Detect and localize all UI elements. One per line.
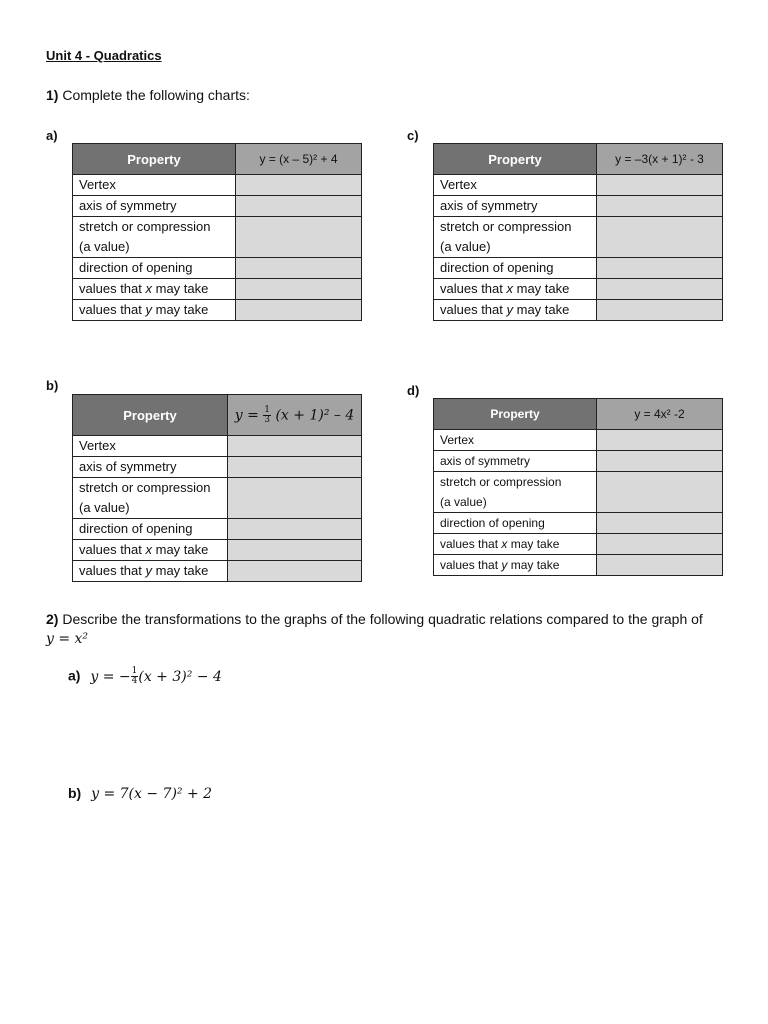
answer-cell[interactable] xyxy=(228,436,362,457)
row-stretch-line2: (a value) xyxy=(440,495,487,509)
fraction-numerator: 1 xyxy=(131,666,138,676)
row-stretch xyxy=(434,472,597,513)
answer-cell[interactable] xyxy=(228,540,362,561)
table-b-eq-lhs: y = xyxy=(234,407,259,423)
answer-cell[interactable] xyxy=(228,457,362,478)
table-a-header-equation: y = (x – 5)² + 4 xyxy=(236,144,362,175)
question-2b-equation: y = 7(x − 7)² + 2 xyxy=(91,786,213,802)
row-vertex: Vertex xyxy=(73,436,228,457)
table-d xyxy=(433,398,723,576)
table-a-label: a) xyxy=(46,128,58,143)
answer-cell[interactable] xyxy=(597,258,723,279)
row-x-pre: values that xyxy=(79,542,146,557)
table-b xyxy=(72,394,362,582)
row-direction: direction of opening xyxy=(434,258,597,279)
row-stretch-line2: (a value) xyxy=(79,239,130,254)
row-vertex: Vertex xyxy=(73,175,236,196)
row-stretch xyxy=(434,217,597,258)
row-y-post: may take xyxy=(152,302,209,317)
question-2 xyxy=(46,610,726,649)
row-x-var: x xyxy=(145,542,152,557)
question-1-number: 1) xyxy=(46,87,59,103)
row-x-post: may take xyxy=(152,281,209,296)
row-axis: axis of symmetry xyxy=(73,196,236,217)
row-axis: axis of symmetry xyxy=(73,457,228,478)
row-y-var: y xyxy=(506,302,513,317)
row-stretch xyxy=(73,217,236,258)
answer-cell[interactable] xyxy=(597,196,723,217)
table-d-label: d) xyxy=(407,383,420,398)
row-x-values xyxy=(73,279,236,300)
row-y-values xyxy=(73,561,228,582)
row-x-pre: values that xyxy=(79,281,146,296)
answer-cell[interactable] xyxy=(228,561,362,582)
row-vertex: Vertex xyxy=(434,430,597,451)
row-x-post: may take xyxy=(507,537,560,551)
question-2b xyxy=(68,785,212,802)
row-y-values xyxy=(434,555,597,576)
table-c-header-equation: y = –3(x + 1)² - 3 xyxy=(597,144,723,175)
answer-cell[interactable] xyxy=(236,279,362,300)
row-x-values xyxy=(73,540,228,561)
row-y-post: may take xyxy=(152,563,209,578)
table-b-header-property: Property xyxy=(73,395,228,436)
row-y-values xyxy=(73,300,236,321)
answer-cell[interactable] xyxy=(597,300,723,321)
row-x-var: x xyxy=(501,537,508,551)
page-title: Unit 4 - Quadratics xyxy=(46,48,162,63)
row-axis: axis of symmetry xyxy=(434,196,597,217)
row-y-pre: values that xyxy=(440,302,507,317)
question-2-number: 2) xyxy=(46,611,59,627)
table-d-header-equation: y = 4x² -2 xyxy=(597,399,723,430)
question-2-text: Describe the transformations to the graphs of the following quadratic relations compared to the graph of xyxy=(62,611,703,627)
table-d-header-property: Property xyxy=(434,399,597,430)
fraction-denominator: 3 xyxy=(264,414,271,425)
fraction-numerator: 1 xyxy=(264,404,271,415)
row-y-post: may take xyxy=(513,302,570,317)
table-b-eq-fraction xyxy=(263,406,271,425)
row-axis: axis of symmetry xyxy=(434,451,597,472)
question-1 xyxy=(46,87,250,103)
row-x-var: x xyxy=(506,281,513,296)
row-x-post: may take xyxy=(513,281,570,296)
answer-cell[interactable] xyxy=(228,519,362,540)
table-c-header-property: Property xyxy=(434,144,597,175)
row-x-values xyxy=(434,279,597,300)
row-y-var: y xyxy=(501,558,508,572)
answer-cell[interactable] xyxy=(597,279,723,300)
answer-cell[interactable] xyxy=(597,513,723,534)
row-stretch xyxy=(73,478,228,519)
table-a xyxy=(72,143,362,321)
row-stretch-line1: stretch or compression xyxy=(79,219,211,234)
row-x-post: may take xyxy=(152,542,209,557)
question-2a-label: a) xyxy=(68,667,81,684)
row-y-pre: values that xyxy=(440,558,502,572)
row-stretch-line1: stretch or compression xyxy=(440,475,562,489)
table-a-header-property: Property xyxy=(73,144,236,175)
question-2-base-equation: y = x² xyxy=(46,631,89,647)
answer-cell[interactable] xyxy=(236,300,362,321)
answer-cell[interactable] xyxy=(597,430,723,451)
table-b-label: b) xyxy=(46,378,59,393)
answer-cell[interactable] xyxy=(236,258,362,279)
row-x-var: x xyxy=(145,281,152,296)
question-2a xyxy=(68,667,222,686)
answer-cell[interactable] xyxy=(597,217,723,258)
question-2a-lhs: y = − xyxy=(90,668,131,685)
row-stretch-line2: (a value) xyxy=(79,500,130,515)
table-c-label: c) xyxy=(407,128,419,143)
answer-cell[interactable] xyxy=(597,472,723,513)
row-x-pre: values that xyxy=(440,537,502,551)
row-direction: direction of opening xyxy=(434,513,597,534)
row-y-post: may take xyxy=(507,558,560,572)
row-direction: direction of opening xyxy=(73,258,236,279)
row-direction: direction of opening xyxy=(73,519,228,540)
question-1-text: Complete the following charts: xyxy=(62,87,250,103)
answer-cell[interactable] xyxy=(597,555,723,576)
fraction-denominator: 4 xyxy=(131,676,138,686)
row-y-pre: values that xyxy=(79,302,146,317)
table-c xyxy=(433,143,723,321)
row-stretch-line1: stretch or compression xyxy=(79,480,211,495)
answer-cell[interactable] xyxy=(236,175,362,196)
question-2a-rest: (x + 3)² − 4 xyxy=(138,668,222,685)
answer-cell[interactable] xyxy=(597,175,723,196)
row-stretch-line1: stretch or compression xyxy=(440,219,572,234)
table-b-header-equation xyxy=(228,395,362,436)
row-stretch-line2: (a value) xyxy=(440,239,491,254)
answer-cell[interactable] xyxy=(236,217,362,258)
question-2a-equation xyxy=(90,666,222,686)
answer-cell[interactable] xyxy=(597,451,723,472)
answer-cell[interactable] xyxy=(228,478,362,519)
row-y-pre: values that xyxy=(79,563,146,578)
row-y-var: y xyxy=(145,302,152,317)
answer-cell[interactable] xyxy=(597,534,723,555)
answer-cell[interactable] xyxy=(236,196,362,217)
row-x-values xyxy=(434,534,597,555)
row-vertex: Vertex xyxy=(434,175,597,196)
row-y-values xyxy=(434,300,597,321)
table-b-eq-rest: (x + 1)² – 4 xyxy=(275,407,355,423)
row-y-var: y xyxy=(145,563,152,578)
question-2b-label: b) xyxy=(68,785,82,801)
row-x-pre: values that xyxy=(440,281,507,296)
